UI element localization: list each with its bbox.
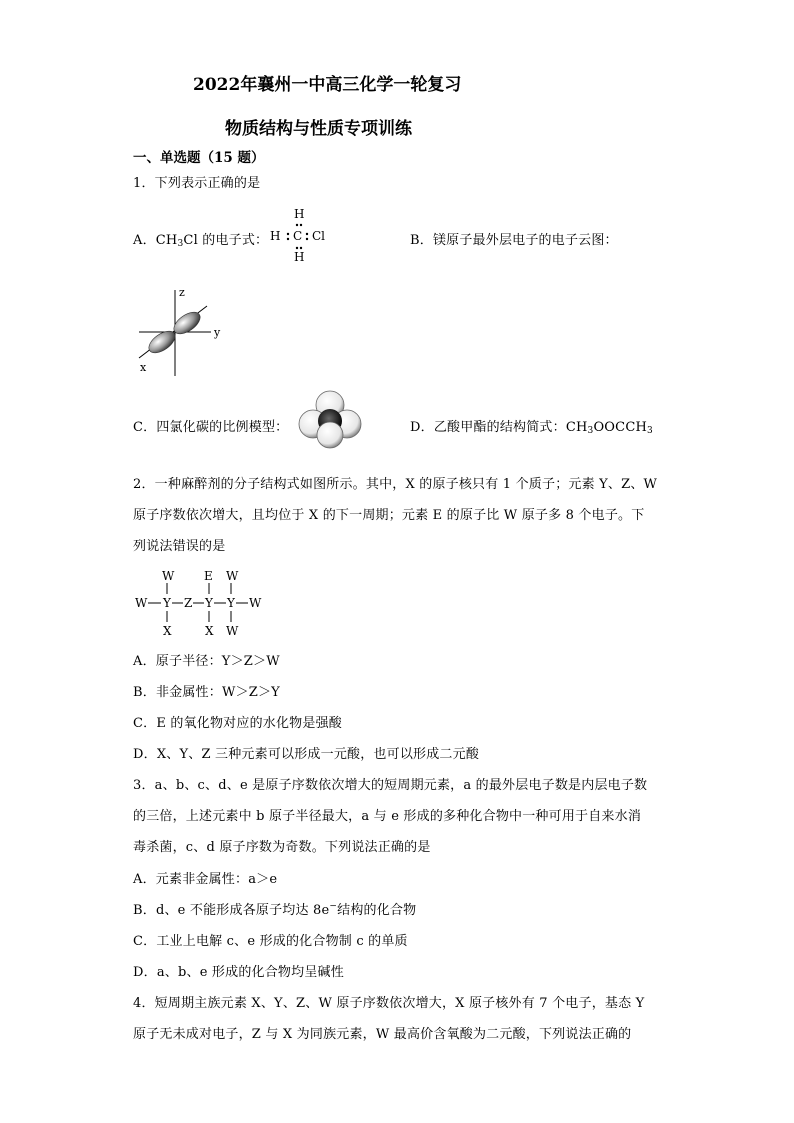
ccl4-model [296,390,364,450]
atom-bot-2: X [205,624,214,638]
q3-option-a: A．元素非金属性：a＞e [133,872,278,887]
atom-bot-3: W [226,624,239,638]
q3-stem-line1: 3．a、b、c、d、e 是原子序数依次增大的短周期元素，a 的最外层电子数是内层电子数 [133,778,648,793]
page-subtitle: 物质结构与性质专项训练 [225,119,412,139]
p-orbital-figure [135,284,225,379]
q1-option-a: A．$CH_3Cl$ 的电子式： [133,233,269,249]
atom-mid-2: Y [163,596,171,610]
q1-option-d: D．乙酸甲酯的结构简式：$CH_3OOCCH_3$ [410,420,653,436]
axis-label-z: z [179,286,185,299]
q3-stem-line3: 毒杀菌，c、d 原子序数为奇数。下列说法正确的是 [133,840,431,855]
q1-option-c: C．四氯化碳的比例模型： [133,420,289,435]
atom-bot-1: X [163,624,172,638]
axis-label-x: x [140,361,147,374]
q3-option-b: B．d、e 不能形成各原子均达 8e−结构的化合物 [133,901,417,918]
q2-option-a: A．原子半径：Y＞Z＞W [133,654,280,669]
q2-option-b: B．非金属性：W＞Z＞Y [133,685,280,700]
electron-dots [266,207,336,267]
axis-label-y: y [214,326,221,339]
space-filling-figure [296,390,364,450]
q3-stem-line2: 的三倍，上述元素中 b 原子半径最大，a 与 e 形成的多种化合物中一种可用于自来水消 [133,809,642,824]
q2-stem-line1: 2．一种麻醉剂的分子结构式如图所示。其中，X 的原子核只有 1 个质子；元素 Y、Z、W [133,477,658,492]
q3-option-c: C．工业上电解 c、e 形成的化合物制 c 的单质 [133,934,408,949]
atom-mid-5: Y [227,596,235,610]
atom-mid-4: Y [205,596,213,610]
atom-top-3: W [226,569,239,583]
atom-mid-6: W [249,596,262,610]
q2-option-d: D．X、Y、Z 三种元素可以形成一元酸，也可以形成二元酸 [133,747,480,762]
q2-option-c: C．E 的氧化物对应的水化物是强酸 [133,716,342,731]
structure-svg [133,565,273,640]
q4-stem-line1: 4．短周期主族元素 X、Y、Z、W 原子序数依次增大，X 原子核外有 7 个电子，基态 Y [133,996,645,1011]
ch3cl-electron-formula: H H C Cl H [266,207,336,267]
q1-stem: 1．下列表示正确的是 [133,176,261,191]
q2-stem-line2: 原子序数依次增大，且均位于 X 的下一周期；元素 E 的原子比 W 原子多 8 个电子。下 [133,508,645,523]
atom-mid-3: Z [184,596,193,610]
q2-structural-formula [133,565,273,640]
q1-option-b: B．镁原子最外层电子的电子云图： [410,233,618,248]
section-heading: 一、单选题（15 题） [133,150,265,166]
atom-top-1: W [162,569,175,583]
orbital-diagram [135,284,225,379]
atom-top-2: E [204,569,213,583]
atom-mid-1: W [135,596,148,610]
page-title: 2022年襄州一中高三化学一轮复习 [193,75,462,95]
q2-stem-line3: 列说法错误的是 [133,539,226,554]
q4-stem-line2: 原子无未成对电子，Z 与 X 为同族元素，W 最高价含氧酸为二元酸，下列说法正确的 [133,1027,632,1042]
q3-option-d: D．a、b、e 形成的化合物均呈碱性 [133,965,344,980]
